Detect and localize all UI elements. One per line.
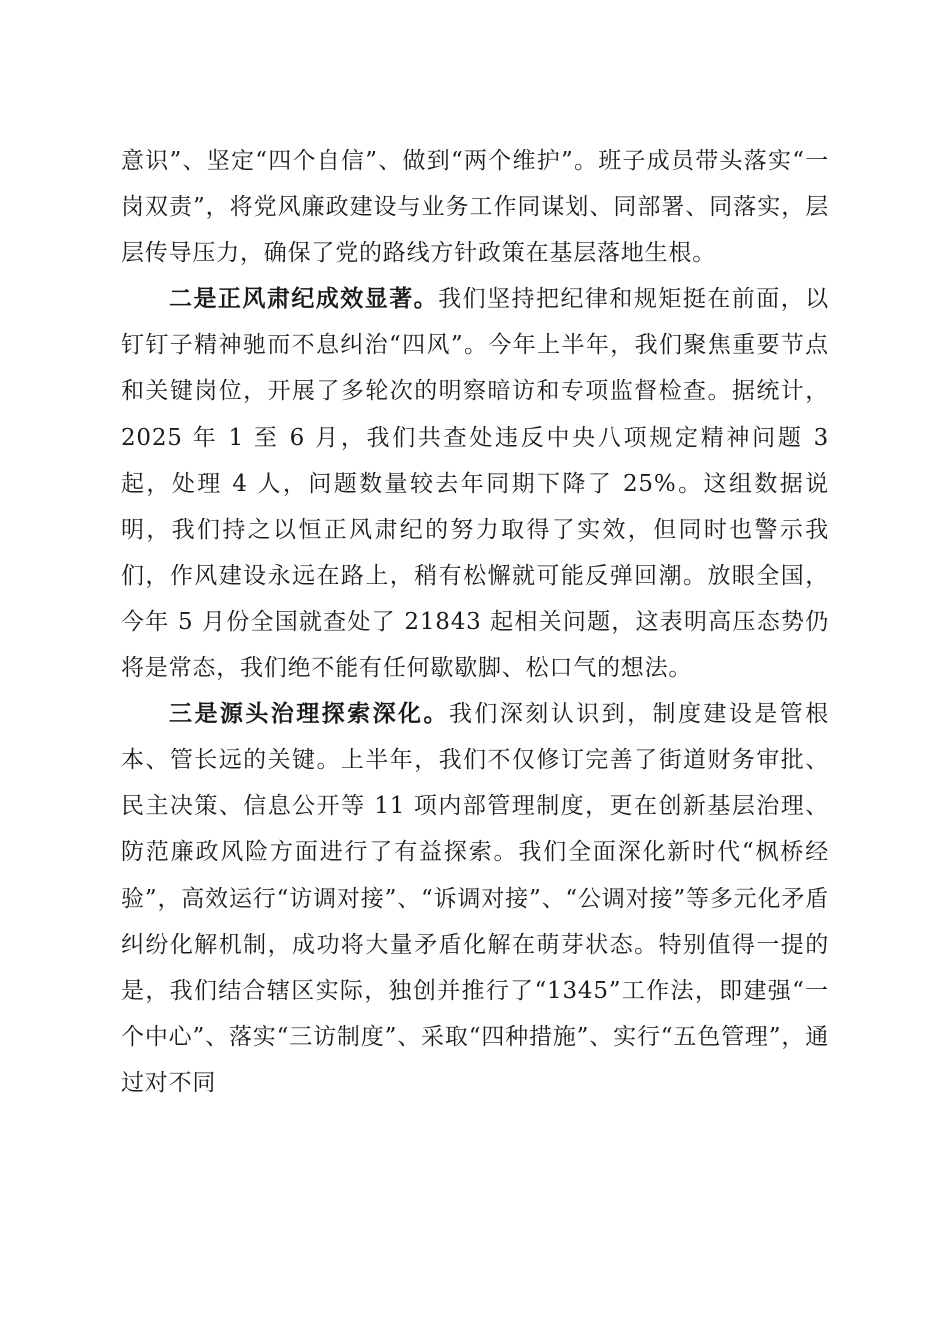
paragraph-text: 意识”、坚定“四个自信”、做到“两个维护”。班子成员带头落实“一岗双责”，将党风廉政建设与业务工作同谋划、同部署、同落实，层层传导压力，确保了党的路线方针政策在基层落地生根。 (121, 148, 829, 267)
paragraph-continuation (121, 138, 829, 276)
paragraph-discipline (121, 276, 829, 691)
paragraph-heading: 二是正风肃纪成效显著。 (169, 285, 439, 313)
paragraph-text: 我们深刻认识到，制度建设是管根本、管长远的关键。上半年，我们不仅修订完善了街道财务审批、民主决策、信息公开等 11 项内部管理制度，更在创新基层治理、防范廉政风险方面进行了有益探索。我们全面深化新时代“枫桥经验”，高效运行“访调对接”、“诉调对接”、“公调对接”等多元化矛盾纠纷化解机制，成功将大量矛盾化解在萌芽状态。特别值得一提的是，我们结合辖区实际，独创并推行了“1345”工作法，即建强“一个中心”、落实“三访制度”、采取“四种措施”、实行“五色管理”，通过对不同 (121, 701, 830, 1096)
document-body (121, 138, 829, 1106)
paragraph-governance (121, 691, 829, 1106)
paragraph-text: 我们坚持把纪律和规矩挺在前面，以钉钉子精神驰而不息纠治“四风”。今年上半年，我们聚焦重要节点和关键岗位，开展了多轮次的明察暗访和专项监督检查。据统计，2025 年 1 至 6 月，我们共查处违反中央八项规定精神问题 3 起，处理 4 人，问题数量较去年同期下降了 25%。这组数据说明，我们持之以恒正风肃纪的努力取得了实效，但同时也警示我们，作风建设永远在路上，稍有松懈就可能反弹回潮。放眼全国，今年 5 月份全国就查处了 21843 起相关问题，这表明高压态势仍将是常态，我们绝不能有任何歇歇脚、松口气的想法。 (121, 286, 829, 682)
paragraph-heading: 三是源头治理探索深化。 (169, 700, 449, 728)
